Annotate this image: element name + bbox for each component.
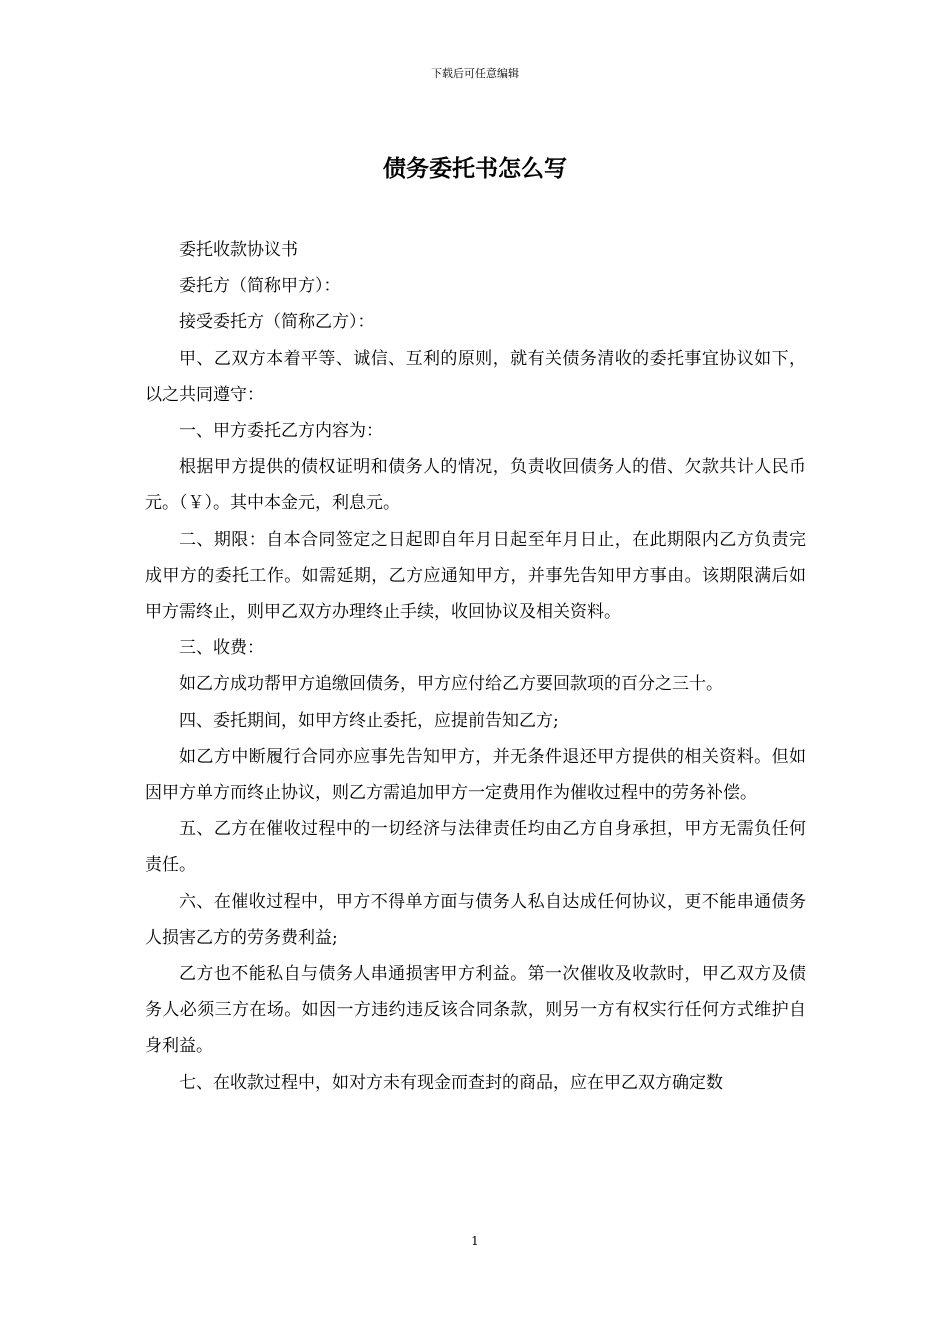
page-number: 1 <box>471 1234 479 1248</box>
paragraph: 六、在催收过程中，甲方不得单方面与债务人私自达成任何协议，更不能串通债务人损害乙方的劳务费利益; <box>145 891 806 948</box>
paragraph: 四、委托期间，如甲方终止委托，应提前告知乙方; <box>179 710 559 731</box>
document-title: 债务委托书怎么写 <box>383 155 567 182</box>
paragraph: 接受委托方（简称乙方）： <box>179 312 375 333</box>
paragraph: 一、甲方委托乙方内容为： <box>179 421 383 442</box>
paragraph: 如乙方中断履行合同亦应事先告知甲方，并无条件退还甲方提供的相关资料。但如因甲方单方而终止协议，则乙方需追加甲方一定费用作为催收过程中的劳务补偿。 <box>145 746 806 804</box>
paragraph: 乙方也不能私自与债务人串通损害甲方利益。第一次催收及收款时，甲乙双方及债务人必须三方在场。如因一方违约违反该合同条款，则另一方有权实行任何方式维护自身利益。 <box>145 964 806 1057</box>
paragraph: 甲、乙双方本着平等、诚信、互利的原则，就有关债务清收的委托事宜协议如下，以之共同遵守： <box>145 348 806 405</box>
paragraph: 五、乙方在催收过程中的一切经济与法律责任均由乙方自身承担，甲方无需负任何责任。 <box>145 819 806 876</box>
paragraph: 如乙方成功帮甲方追缴回债务，甲方应付给乙方要回款项的百分之三十。 <box>179 674 723 695</box>
header-note: 下载后可任意编辑 <box>431 67 519 80</box>
paragraph: 委托收款协议书 <box>179 240 298 260</box>
paragraph: 二、期限：自本合同签定之日起即自年月日起至年月日止，在此期限内乙方负责完成甲方的委托工作。如需延期，乙方应通知甲方，并事先告知甲方事由。该期限满后如甲方需终止，则甲乙双方办理终止手续，收回协议及相关资料。 <box>145 529 806 623</box>
document-body <box>145 232 806 1101</box>
paragraph: 七、在收款过程中，如对方未有现金而查封的商品，应在甲乙双方确定数 <box>179 1072 723 1093</box>
paragraph: 根据甲方提供的债权证明和债务人的情况，负责收回债务人的借、欠款共计人民币元。（￥）。其中本金元，利息元。 <box>145 457 806 514</box>
paragraph: 委托方（简称甲方）： <box>179 276 341 297</box>
paragraph: 三、收费： <box>179 638 264 659</box>
